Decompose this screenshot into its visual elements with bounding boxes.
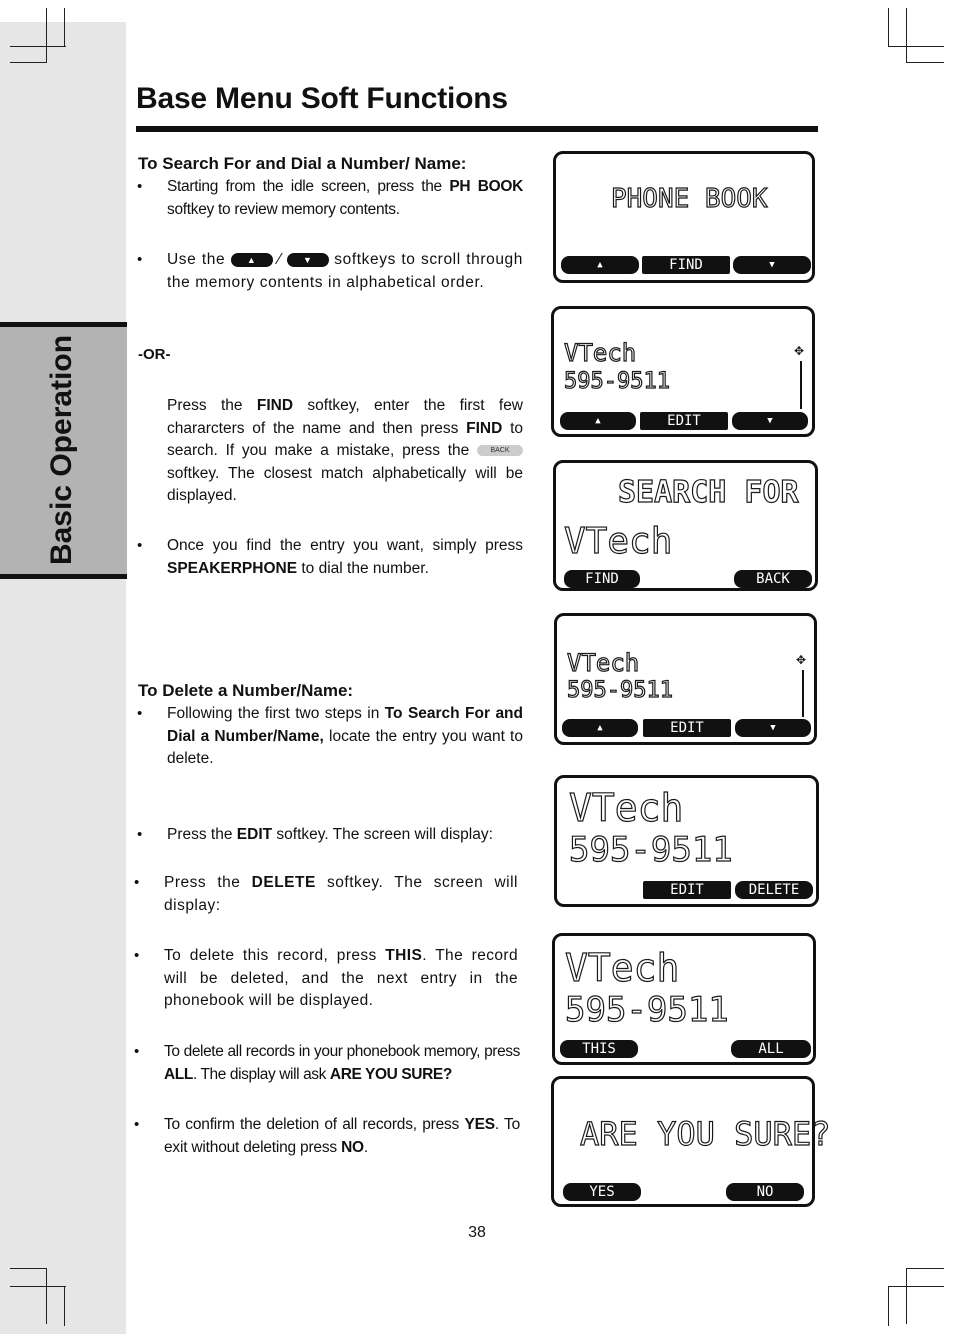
softkey-all: ALL xyxy=(731,1040,811,1058)
softkey-find: FIND xyxy=(564,570,640,588)
lcd-are-you-sure xyxy=(551,1076,831,1207)
scroll-up-key-icon: ▲ xyxy=(231,253,273,267)
bullet: • xyxy=(134,874,140,891)
search-step-3: Once you find the entry you want, simply press SPEAKERPHONE to dial the number. xyxy=(167,537,523,577)
bullet: • xyxy=(137,251,143,268)
delete-step-3: Press the DELETE softkey. The screen will display: xyxy=(164,874,519,914)
lcd-search-for xyxy=(553,460,818,591)
bullet: • xyxy=(134,947,140,964)
or-label: -OR- xyxy=(138,346,171,363)
softkey-edit: EDIT xyxy=(640,412,728,430)
lcd-text: VTech xyxy=(564,521,673,562)
lcd-text: PHONE BOOK xyxy=(611,184,768,214)
lcd-number: 595-9511 xyxy=(564,369,670,394)
search-step-1: Starting from the idle screen, press the PH BOOK softkey to review memory contents. xyxy=(167,178,523,218)
softkey-back: BACK xyxy=(734,570,812,588)
lcd-name: VTech xyxy=(567,649,640,677)
lcd-edit-delete xyxy=(554,775,819,907)
lcd-number: 595-9511 xyxy=(565,990,729,1030)
search-alt-step: Press the FIND softkey, enter the first few chararcters of the name and then press FIND to search. If you make a mistake, press the BACK softkey. The closest match alphabetically will be displayed. xyxy=(167,397,524,504)
scroll-bar xyxy=(800,361,802,409)
page-title: Base Menu Soft Functions xyxy=(136,82,508,115)
lcd-name: VTech xyxy=(569,786,684,830)
search-heading: To Search For and Dial a Number/ Name: xyxy=(138,154,467,173)
lcd-entry-delete xyxy=(554,613,817,745)
page-number: 38 xyxy=(468,1224,486,1241)
softkey-this: THIS xyxy=(560,1040,638,1058)
lcd-number: 595-9511 xyxy=(569,830,733,870)
bullet: • xyxy=(134,1043,140,1060)
bullet: • xyxy=(134,1116,140,1133)
bullet: • xyxy=(137,826,143,843)
softkey-scroll-down-icon: ▼ xyxy=(733,256,811,274)
delete-heading: To Delete a Number/Name: xyxy=(138,681,354,700)
softkey-scroll-down-icon: ▼ xyxy=(732,412,808,430)
scroll-indicator-icon: ✥ xyxy=(796,653,807,667)
search-step-2: Use the ▲ ⁄ ▼ softkeys to scroll through the memory contents in alphabetical order. xyxy=(167,251,523,291)
softkey-no: NO xyxy=(726,1183,804,1201)
softkey-scroll-down-icon: ▼ xyxy=(735,719,811,737)
lcd-entry xyxy=(551,306,815,437)
lcd-text: SEARCH FOR xyxy=(618,475,799,510)
softkey-edit: EDIT xyxy=(643,719,731,737)
lcd-text: ARE YOU SURE? xyxy=(580,1115,831,1153)
page-margin-band xyxy=(0,22,126,1334)
delete-step-6: To confirm the deletion of all records, press YES. To exit without deleting press NO. xyxy=(164,1116,521,1156)
softkey-scroll-up-icon: ▲ xyxy=(561,256,639,274)
delete-step-4: To delete this record, press THIS. The record will be deleted, and the next entry in the phonebook will be displayed. xyxy=(164,947,518,1009)
softkey-find: FIND xyxy=(642,256,730,274)
section-tab-label: Basic Operation xyxy=(45,334,78,566)
scroll-down-key-icon: ▼ xyxy=(287,253,329,267)
bullet: • xyxy=(137,178,143,195)
delete-step-5: To delete all records in your phonebook memory, press ALL. The display will ask ARE YOU SURE? xyxy=(164,1043,520,1083)
delete-step-2: Press the EDIT softkey. The screen will display: xyxy=(167,826,493,843)
scroll-indicator-icon: ✥ xyxy=(794,344,805,358)
bullet: • xyxy=(137,705,143,722)
title-rule xyxy=(136,126,818,132)
softkey-edit: EDIT xyxy=(643,881,731,899)
softkey-delete: DELETE xyxy=(735,881,813,899)
lcd-number: 595-9511 xyxy=(567,678,673,703)
softkey-scroll-up-icon: ▲ xyxy=(562,719,638,737)
delete-step-1: Following the first two steps in To Search For and Dial a Number/Name, locate the entry you want to delete. xyxy=(167,705,523,767)
back-key-icon: BACK xyxy=(477,445,523,456)
lcd-name: VTech xyxy=(564,339,637,367)
lcd-phone-book xyxy=(553,151,815,283)
bullet: • xyxy=(137,537,143,554)
lcd-this-all xyxy=(552,933,816,1065)
scroll-bar xyxy=(802,670,804,717)
softkey-scroll-up-icon: ▲ xyxy=(560,412,636,430)
softkey-yes: YES xyxy=(563,1183,641,1201)
lcd-name: VTech xyxy=(565,946,680,990)
